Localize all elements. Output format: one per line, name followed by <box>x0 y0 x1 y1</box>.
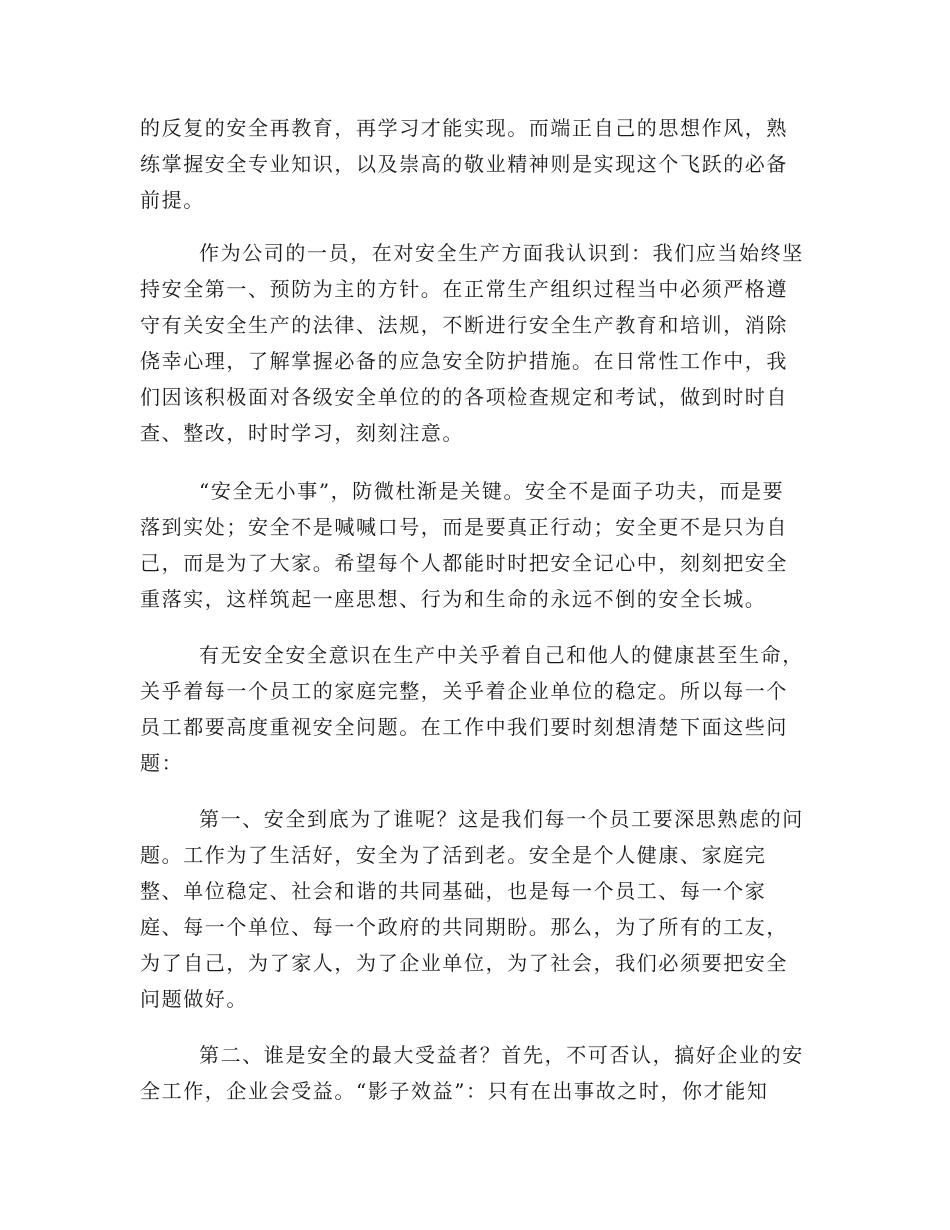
text-line: 员工都要高度重视安全问题。在工作中我们要时刻想清楚下面这些问 <box>140 715 788 739</box>
text-line: 们因该积极面对各级安全单位的的各项检查规定和考试，做到时时自 <box>140 385 788 409</box>
text-line: 前提。 <box>140 188 205 212</box>
text-line: 的反复的安全再教育，再学习才能实现。而端正自己的思想作风，熟 <box>140 116 788 140</box>
text-line: 有无安全安全意识在生产中关乎着自己和他人的健康甚至生命， <box>199 643 804 667</box>
text-line: 守有关安全生产的法律、法规，不断进行安全生产教育和培训，消除 <box>140 313 788 337</box>
text-line: 题： <box>140 751 184 775</box>
text-line: 题。工作为了生活好，安全为了活到老。安全是个人健康、家庭完 <box>140 843 767 867</box>
text-line: 落到实处；安全不是喊喊口号，而是要真正行动；安全更不是只为自 <box>140 515 788 539</box>
text-line: 查、整改，时时学习，刻刻注意。 <box>140 421 464 445</box>
text-line: 重落实，这样筑起一座思想、行为和生命的永远不倒的安全长城。 <box>140 587 767 611</box>
text-line: 第一、安全到底为了谁呢？这是我们每一个员工要深思熟虑的问 <box>199 807 804 831</box>
text-line: 第二、谁是安全的最大受益者？首先，不可否认，搞好企业的安 <box>199 1043 804 1067</box>
text-line: “安全无小事”，防微杜渐是关键。安全不是面子功夫，而是要 <box>199 479 785 503</box>
text-line: 庭、每一个单位、每一个政府的共同期盼。那么，为了所有的工友， <box>140 915 788 939</box>
text-line: 己，而是为了大家。希望每个人都能时时把安全记心中，刻刻把安全 <box>140 551 788 575</box>
text-line: 问题做好。 <box>140 987 248 1011</box>
text-line: 侥幸心理，了解掌握必备的应急安全防护措施。在日常性工作中，我 <box>140 349 788 373</box>
text-line: 练掌握安全专业知识，以及崇高的敬业精神则是实现这个飞跃的必备 <box>140 152 788 176</box>
text-line: 全工作，企业会受益。“影子效益”：只有在出事故之时，你才能知 <box>140 1079 769 1103</box>
text-line: 持安全第一、预防为主的方针。在正常生产组织过程当中必须严格遵 <box>140 277 788 301</box>
text-line: 为了自己，为了家人，为了企业单位，为了社会，我们必须要把安全 <box>140 951 788 975</box>
text-line: 关乎着每一个员工的家庭完整，关乎着企业单位的稳定。所以每一个 <box>140 679 788 703</box>
text-line: 作为公司的一员，在对安全生产方面我认识到：我们应当始终坚 <box>199 241 804 265</box>
text-line: 整、单位稳定、社会和谐的共同基础，也是每一个员工、每一个家 <box>140 879 767 903</box>
